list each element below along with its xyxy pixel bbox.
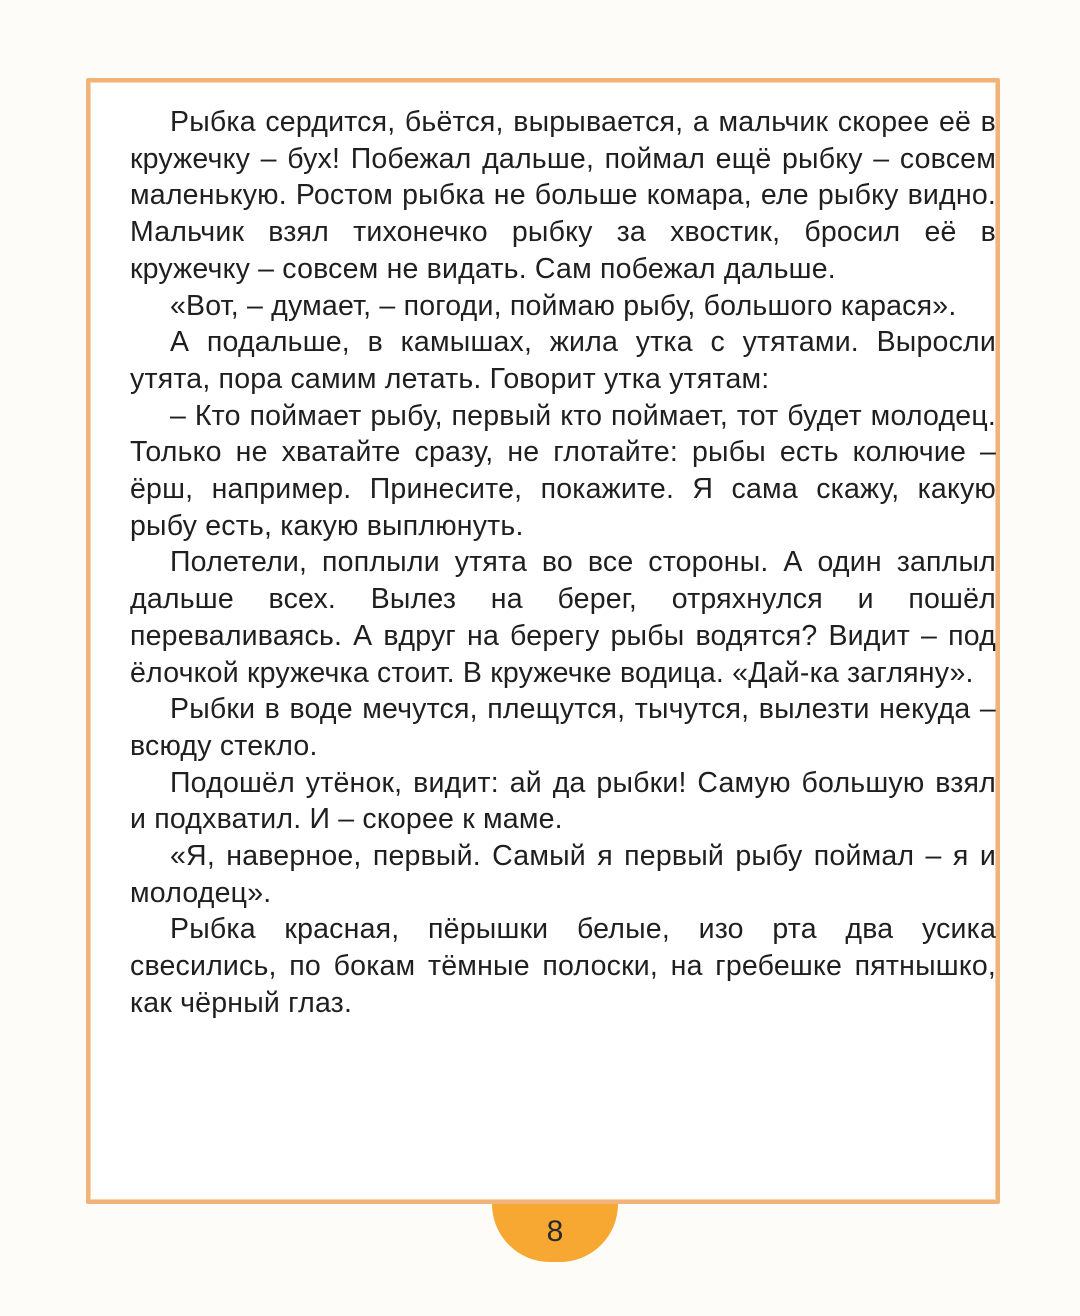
paragraph-9: Рыбка красная, пёрышки белые, изо рта два усика свесились, по бокам тёмные полоски, на гребешке пятнышко, как чёрный глаз. bbox=[130, 913, 996, 1019]
paragraph-3: А подальше, в камышах, жила утка с утятами. Выросли утята, пора самим летать. Говорит утка утятам: bbox=[130, 326, 996, 395]
page-number-tab bbox=[492, 1204, 618, 1262]
paragraph-7: Подошёл утёнок, видит: ай да рыбки! Самую большую взял и подхватил. И – скорее к маме. bbox=[130, 766, 996, 836]
paragraph-6: Рыбки в воде мечутся, плещутся, тычутся, вылезти некуда – всюду стекло. bbox=[130, 693, 996, 762]
paragraph-1: Рыбка сердится, бьётся, вырывается, а мальчик скорее её в кружечку – бух! Побежал дальше, поймал ещё рыбку – совсем маленькую. Ростом рыбка не больше комара, еле рыбку видно. Мальчик взял тихонечко рыбку за хвостик, бросил её в кружечку – совсем не видать. Сам побежал дальше. bbox=[130, 106, 996, 285]
paragraph-8: «Я, наверное, первый. Самый я первый рыбу поймал – я и молодец». bbox=[130, 840, 996, 909]
story-text bbox=[130, 104, 996, 1022]
page-number: 8 bbox=[546, 1215, 564, 1248]
paragraph-5: Полетели, поплыли утята во все стороны. А один заплыл дальше всех. Вылез на берег, отряхнулся и пошёл переваливаясь. А вдруг на берегу рыбы водятся? Видит – под ёлочкой кружечка стоит. В кружечке водица. «Дай-ка загляну». bbox=[130, 546, 996, 689]
paragraph-2: «Вот, – думает, – погоди, поймаю рыбу, большого карася». bbox=[170, 289, 957, 322]
paragraph-4: – Кто поймает рыбу, первый кто поймает, тот будет молодец. Только не хватайте сразу, не глотайте: рыбы есть колючие – ёрш, например. Принесите, покажите. Я сама скажу, какую рыбу есть, какую выплюнуть. bbox=[130, 399, 996, 542]
